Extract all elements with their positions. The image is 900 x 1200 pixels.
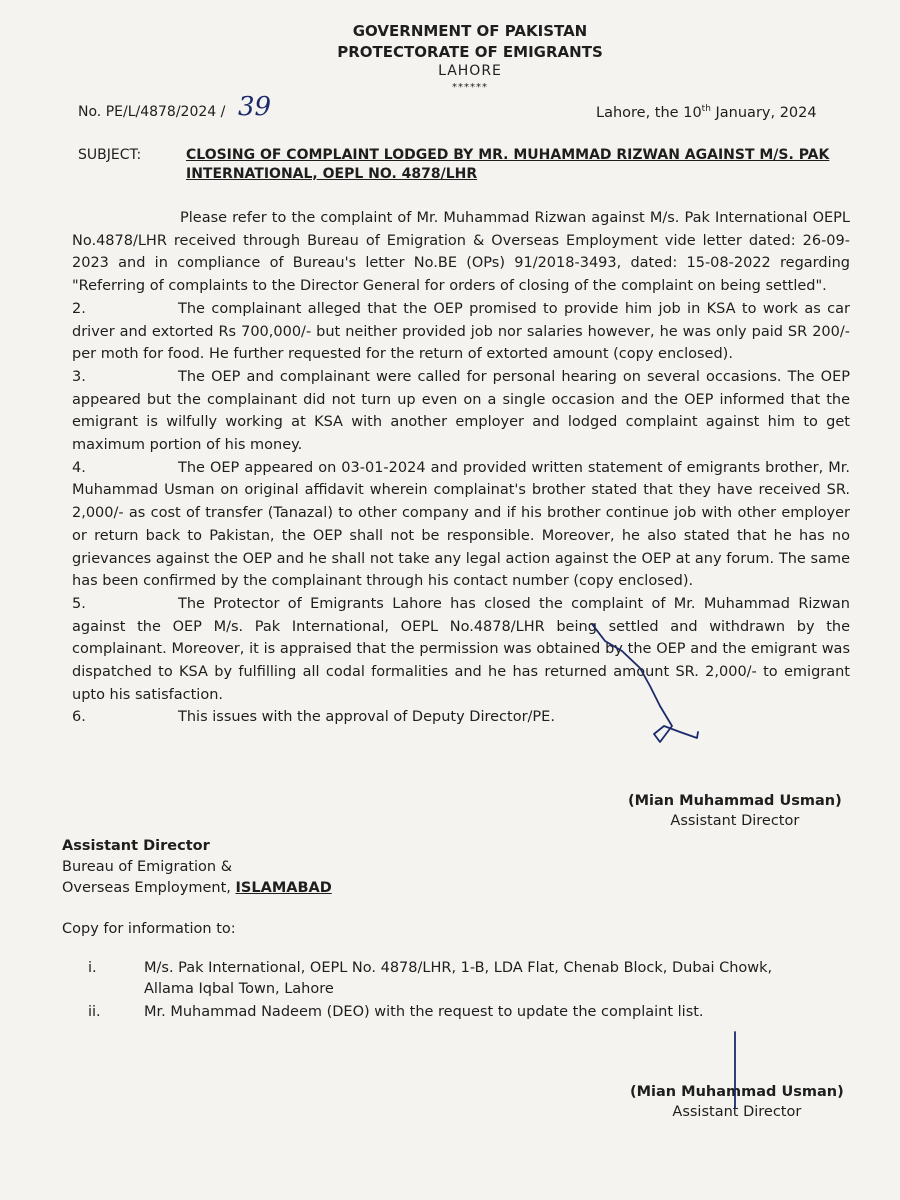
handwritten-dispatch-number: 39 — [238, 92, 272, 122]
signatory-title: Assistant Director — [670, 813, 800, 829]
paragraph-number: 5. — [72, 595, 86, 612]
paragraph-text: The OEP and complainant were called for personal hearing on several occasions. The OEP appeared but the complainant did not turn up even on a single occasion and the OEP informed that the emigrant is wilfully working at KSA with another employer and lodged complaint against him to get maximum portion of his money. — [72, 368, 850, 454]
paragraph-text: The OEP appeared on 03-01-2024 and provided written statement of emigrants brother, Mr. Muhammad Usman on original affidavit wherein complainat's brother stated that they have received SR. 2,000/- as cost of transfer (Tanazal) to other company and if his brother continue job with other employer or return back to Pakistan, the OEP shall not be responsible. Moreover, he also stated that he has no grievances against the OEP and he shall not take any legal action against the OEP at any forum. The same has been confirmed by the complainant through his contact number (copy enclosed). — [72, 459, 850, 590]
paragraph-number: 6. — [72, 709, 86, 726]
paragraph-text: This issues with the approval of Deputy Director/PE. — [178, 709, 555, 726]
paragraph-number: 2. — [72, 300, 86, 317]
date-superscript: th — [701, 104, 711, 114]
addressee-title: Assistant Director — [62, 838, 210, 854]
subject-label: SUBJECT: — [78, 147, 142, 163]
header-government: GOVERNMENT OF PAKISTAN — [352, 22, 588, 40]
header-city: LAHORE — [438, 63, 502, 79]
copy-label: Copy for information to: — [62, 921, 236, 937]
subject-text: CLOSING OF COMPLAINT LODGED BY MR. MUHAMMAD RIZWAN AGAINST M/S. PAK INTERNATIONAL, OEPL NO. 4878/LHR — [186, 147, 830, 182]
addressee-line-1: Bureau of Emigration & — [62, 859, 233, 875]
list-text: Mr. Muhammad Nadeem (DEO) with the request to update the complaint list. — [144, 1004, 704, 1020]
list-text: M/s. Pak International, OEPL No. 4878/LHR, 1-B, LDA Flat, Chenab Block, Dubai Chowk, Allama Iqbal Town, Lahore — [144, 960, 773, 997]
paragraph-text: The complainant alleged that the OEP promised to provide him job in KSA to work as car driver and extorted Rs 700,000/- but neither provided job nor salaries however, he was only paid SR 200/- per moth for food. He further requested for the return of extorted amount (copy enclosed). — [72, 300, 850, 363]
header-protectorate: PROTECTORATE OF EMIGRANTS — [337, 43, 603, 61]
addressee-org: Overseas Employment, — [62, 880, 236, 896]
header-stars: ****** — [452, 82, 488, 93]
paragraph-number: 4. — [72, 459, 86, 476]
date-suffix: January, 2024 — [710, 104, 817, 121]
paragraph-number: 3. — [72, 368, 86, 385]
list-numeral: ii. — [88, 1004, 101, 1020]
signature-stroke-1 — [592, 624, 698, 742]
paragraph-text: Please refer to the complaint of Mr. Muhammad Rizwan against M/s. Pak International OEPL No.4878/LHR received through Bureau of Emigration & Overseas Employment vide letter dated: 26-09-2023 and in compliance of Bureau's letter No.BE (OPs) 91/2018-3493, dated: 15-08-2022 regarding "Referring of complaints to the Director General for orders of closing of the complaint on being settled". — [72, 210, 850, 295]
list-numeral: i. — [88, 960, 97, 976]
reference-number: No. PE/L/4878/2024 / — [78, 104, 226, 120]
addressee-city: ISLAMABAD — [235, 880, 332, 896]
paragraph-text: The Protector of Emigrants Lahore has closed the complaint of Mr. Muhammad Rizwan against the OEP M/s. Pak International, OEPL No.4878/LHR being settled and withdrawn by the complainant. Moreover, it is appraised that the permission was obtained by the OEP and the emigrant was dispatched to KSA by fulfilling all codal formalities and he has returned amount SR. 2,000/- to emigrant upto his satisfaction. — [72, 595, 850, 703]
date-prefix: Lahore, the 10 — [596, 104, 702, 121]
signatory-title: Assistant Director — [672, 1104, 802, 1120]
signatory-name: (Mian Muhammad Usman) — [628, 793, 842, 809]
signatory-name: (Mian Muhammad Usman) — [630, 1084, 844, 1100]
